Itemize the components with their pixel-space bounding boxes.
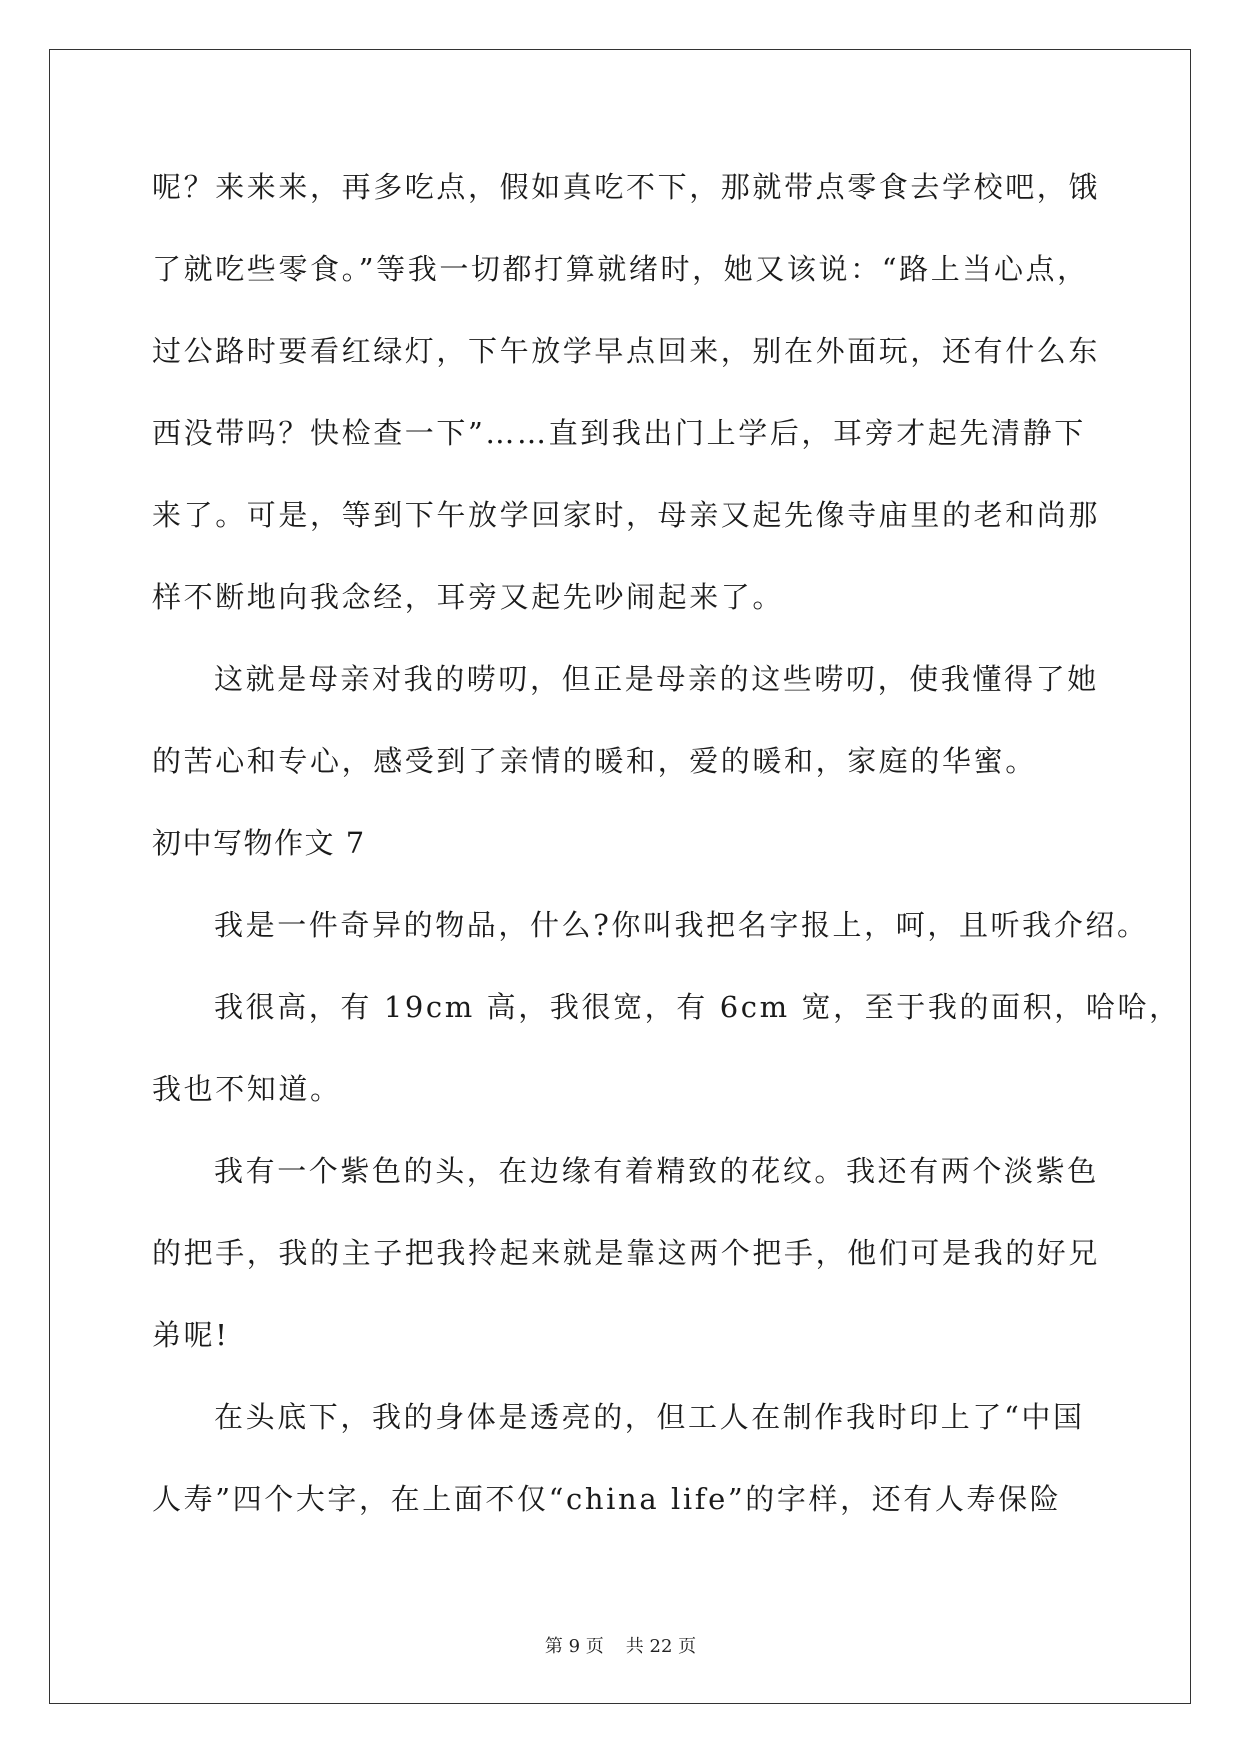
document-body: [152, 162, 1181, 1556]
page-number-total: 共 22 页: [625, 1636, 697, 1657]
paragraph-start-line: 这就是母亲对我的唠叨，但正是母亲的这些唠叨，使我懂得了她: [214, 662, 1099, 696]
page-footer: [0, 1632, 1241, 1658]
text-line: 了就吃些零食。”等我一切都打算就绪时，她又该说：“路上当心点，: [152, 252, 1089, 286]
paragraph-start-line: 在头底下，我的身体是透亮的，但工人在制作我时印上了“中国: [214, 1400, 1085, 1434]
text-line: 呢？来来来，再多吃点，假如真吃不下，那就带点零食去学校吧，饿: [152, 170, 1101, 204]
text-line: 人寿”四个大字，在上面不仅“china life”的字样，还有人寿保险: [152, 1482, 1062, 1516]
section-heading: 初中写物作文 7: [152, 826, 366, 860]
text-line: 我也不知道。: [152, 1072, 342, 1106]
text-line: 的把手，我的主子把我拎起来就是靠这两个把手，他们可是我的好兄: [152, 1236, 1101, 1270]
paragraph-start-line: 我是一件奇异的物品，什么?你叫我把名字报上，呵，且听我介绍。: [214, 908, 1149, 942]
text-line: 的苦心和专心，感受到了亲情的暖和，爱的暖和，家庭的华蜜。: [152, 744, 1037, 778]
paragraph-start-line: 我很高，有 19cm 高，我很宽，有 6cm 宽，至于我的面积，哈哈，: [214, 990, 1181, 1024]
paragraph-start-line: 我有一个紫色的头，在边缘有着精致的花纹。我还有两个淡紫色: [214, 1154, 1099, 1188]
text-line: 样不断地向我念经，耳旁又起先吵闹起来了。: [152, 580, 785, 614]
text-line: 西没带吗？快检查一下”……直到我出门上学后，耳旁才起先清静下: [152, 416, 1086, 450]
text-line: 过公路时要看红绿灯，下午放学早点回来，别在外面玩，还有什么东: [152, 334, 1101, 368]
text-line: 弟呢!: [152, 1318, 230, 1352]
page-number-current: 第 9 页: [544, 1636, 604, 1657]
text-line: 来了。可是，等到下午放学回家时，母亲又起先像寺庙里的老和尚那: [152, 498, 1101, 532]
